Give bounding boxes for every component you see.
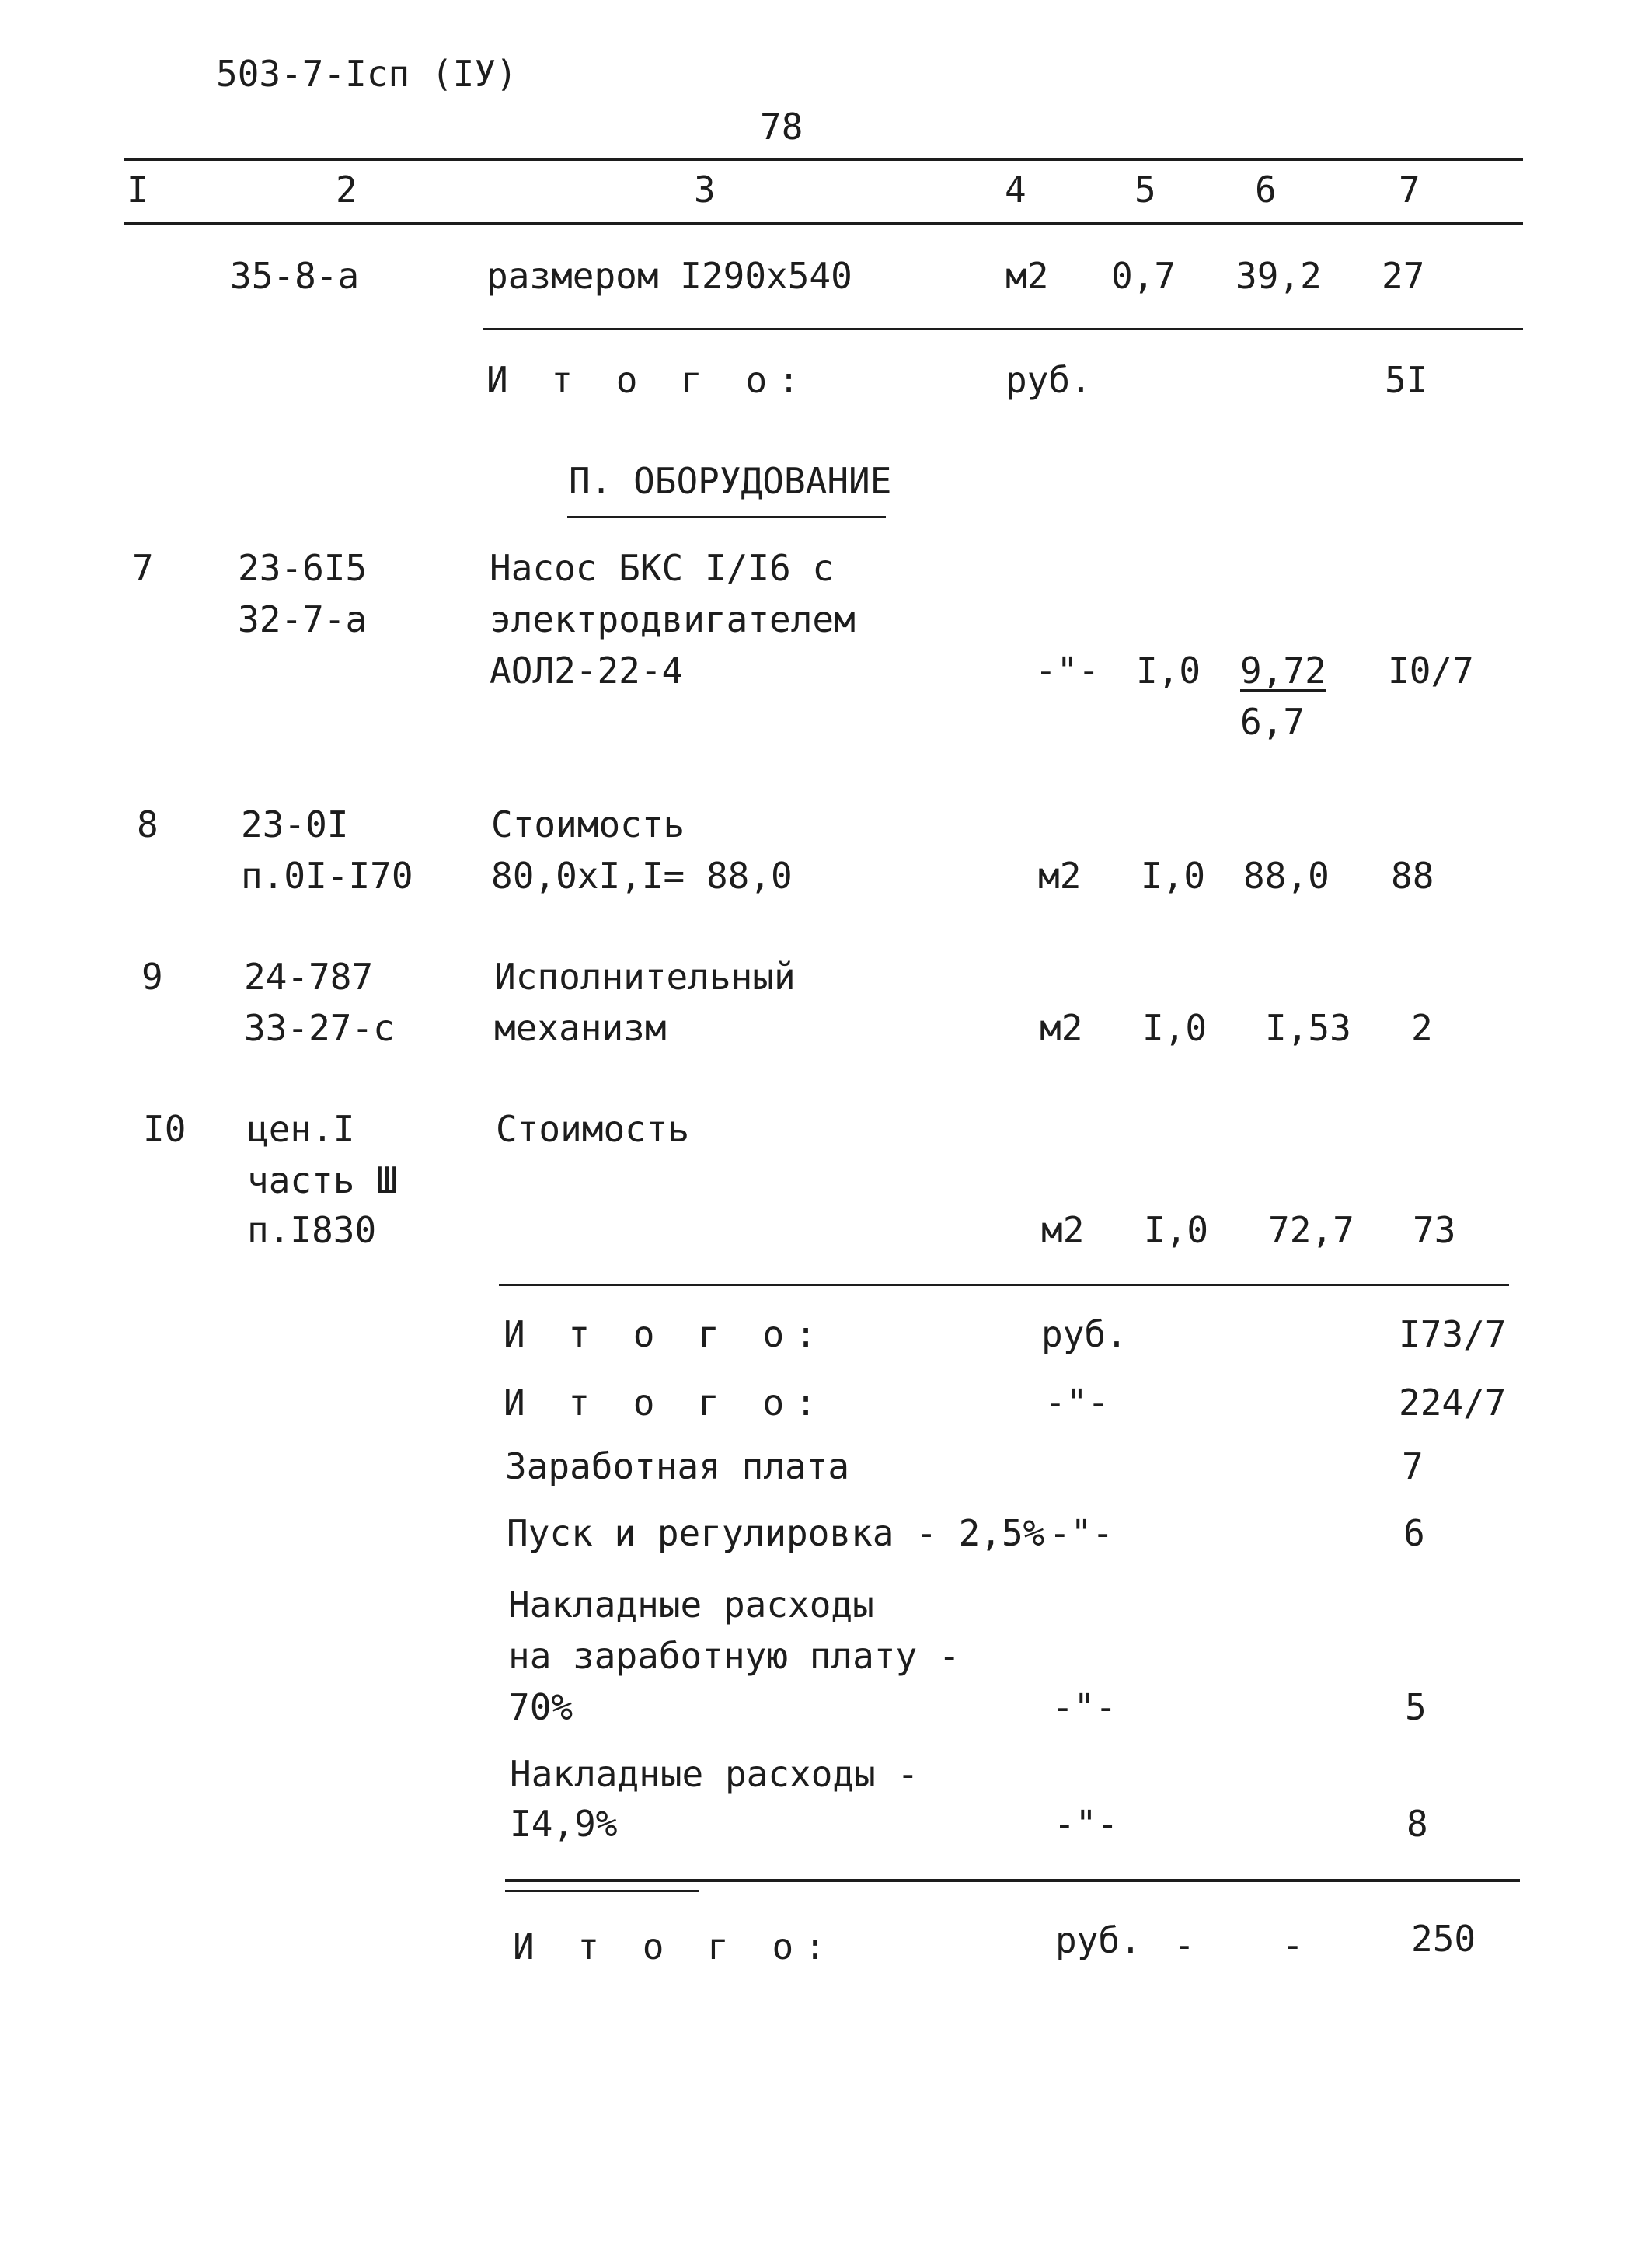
summary-label: Заработная плата xyxy=(505,1445,850,1487)
item-description: Стоимость xyxy=(491,803,685,845)
item-total: 88 xyxy=(1391,855,1434,897)
summary-total: 6 xyxy=(1403,1512,1425,1554)
item-price: 72,7 xyxy=(1268,1209,1354,1251)
item-price: I,53 xyxy=(1265,1007,1351,1049)
summary-label: Накладные расходы - xyxy=(510,1753,919,1795)
table-top-rule xyxy=(124,158,1523,161)
item-ref: 23-0I xyxy=(241,803,349,845)
item-number: I0 xyxy=(143,1108,186,1150)
row-unit: м2 xyxy=(1005,255,1049,297)
item-ref: п.I830 xyxy=(247,1209,377,1251)
section-title-underline xyxy=(567,516,886,518)
subtotal-label: И т о г о: xyxy=(486,359,810,401)
item-description: механизм xyxy=(494,1007,667,1049)
item-total: 73 xyxy=(1413,1209,1456,1251)
summary-label: И т о г о: xyxy=(504,1313,828,1355)
item-number: 7 xyxy=(132,547,154,589)
item-quantity: I,0 xyxy=(1144,1209,1209,1251)
summary-label: И т о г о: xyxy=(504,1382,828,1424)
column-header: 5 xyxy=(1134,169,1156,211)
summary-total: 7 xyxy=(1402,1445,1424,1487)
summary-unit: -"- xyxy=(1049,1512,1114,1554)
item-description: Исполнительный xyxy=(494,956,796,998)
item-description: АОЛ2-22-4 xyxy=(490,650,684,692)
column-header: I xyxy=(127,169,148,211)
item-quantity: I,0 xyxy=(1136,650,1201,692)
summary-label: I4,9% xyxy=(510,1803,618,1845)
page-number: 78 xyxy=(760,106,803,148)
summary-total: 224/7 xyxy=(1399,1382,1507,1424)
item-number: 9 xyxy=(141,956,163,998)
row-description: размером I290x540 xyxy=(486,255,852,297)
item-description: Насос БКС I/I6 с xyxy=(490,547,835,589)
grand-total-value: 250 xyxy=(1411,1918,1476,1960)
item-description: электродвигателем xyxy=(490,598,856,640)
grand-total-rule-short xyxy=(505,1890,699,1892)
summary-label: Накладные расходы xyxy=(508,1584,874,1626)
summary-label: на заработную плату - xyxy=(508,1635,960,1677)
column-header: 3 xyxy=(694,169,716,211)
header-bottom-rule xyxy=(124,222,1523,225)
item-ref: часть Ш xyxy=(247,1159,398,1201)
grand-total-quantity: - xyxy=(1173,1924,1195,1966)
document-code: 503-7-Iсп (IУ) xyxy=(216,53,518,95)
grand-total-rule xyxy=(505,1879,1520,1882)
item-ref: 33-27-с xyxy=(244,1007,395,1049)
summary-total: 8 xyxy=(1406,1803,1428,1845)
column-header: 7 xyxy=(1399,169,1420,211)
summary-total: I73/7 xyxy=(1399,1313,1507,1355)
item-number: 8 xyxy=(137,803,159,845)
item-total: 2 xyxy=(1411,1007,1433,1049)
grand-total-unit: руб. xyxy=(1055,1919,1141,1961)
item-ref: 24-787 xyxy=(244,956,374,998)
row-quantity: 0,7 xyxy=(1111,255,1176,297)
summary-unit: -"- xyxy=(1054,1803,1119,1845)
item-quantity: I,0 xyxy=(1142,1007,1208,1049)
row-ref: 35-8-а xyxy=(230,255,360,297)
item-price-secondary: 6,7 xyxy=(1240,701,1305,743)
subtotal-rule xyxy=(499,1284,1509,1286)
column-header: 6 xyxy=(1255,169,1277,211)
item-price: 9,72 xyxy=(1240,650,1326,692)
item-total: I0/7 xyxy=(1388,650,1474,692)
summary-label: Пуск и регулировка - 2,5% xyxy=(507,1512,1045,1554)
summary-label: 70% xyxy=(508,1686,573,1728)
grand-total-label: И т о г о: xyxy=(513,1926,837,1967)
item-price: 88,0 xyxy=(1243,855,1330,897)
column-header: 4 xyxy=(1005,169,1026,211)
summary-unit: руб. xyxy=(1041,1313,1127,1355)
item-description: 80,0xI,I= 88,0 xyxy=(491,855,793,897)
summary-total: 5 xyxy=(1405,1686,1427,1728)
item-unit: м2 xyxy=(1041,1209,1085,1251)
subtotal-rule xyxy=(483,328,1523,330)
subtotal-unit: руб. xyxy=(1005,359,1092,401)
row-total: 27 xyxy=(1382,255,1425,297)
item-quantity: I,0 xyxy=(1141,855,1206,897)
row-price: 39,2 xyxy=(1236,255,1322,297)
summary-unit: -"- xyxy=(1052,1686,1117,1728)
item-unit: м2 xyxy=(1038,855,1082,897)
column-header: 2 xyxy=(336,169,357,211)
item-ref: 32-7-а xyxy=(238,598,368,640)
item-unit: -"- xyxy=(1035,650,1100,692)
item-ref: п.0I-I70 xyxy=(241,855,413,897)
item-unit: м2 xyxy=(1040,1007,1083,1049)
item-ref: 23-6I5 xyxy=(238,547,368,589)
item-ref: цен.I xyxy=(247,1108,355,1150)
section-title: П. ОБОРУДОВАНИЕ xyxy=(569,460,892,502)
subtotal-total: 5I xyxy=(1385,359,1428,401)
grand-total-price: - xyxy=(1282,1924,1304,1966)
item-description: Стоимость xyxy=(496,1108,690,1150)
summary-unit: -"- xyxy=(1044,1382,1110,1424)
